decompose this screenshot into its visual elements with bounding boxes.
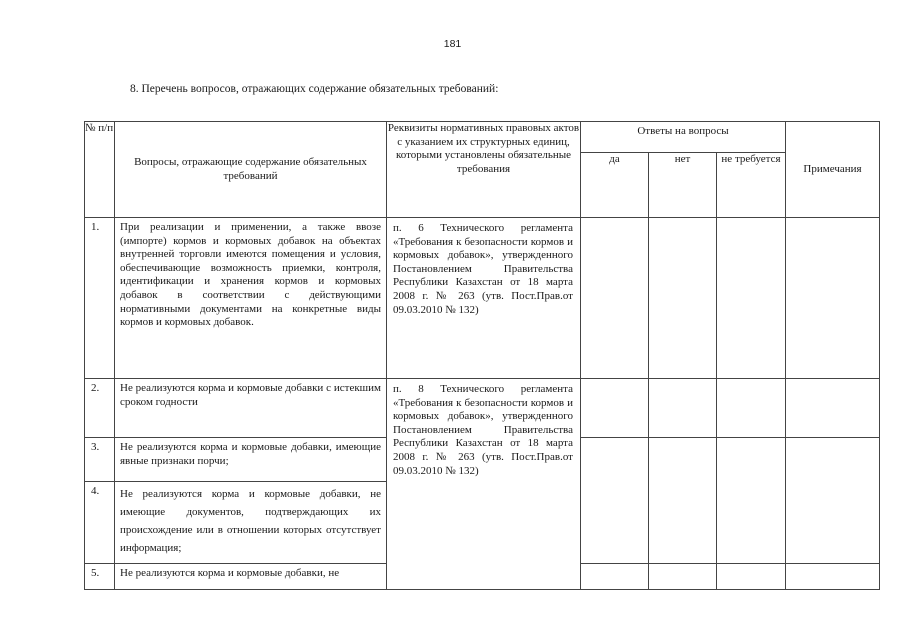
header-number: № п/п <box>85 122 115 218</box>
header-requisites: Реквизиты нормативных правовых актов с указанием их структурных единиц, которыми установлены обязательные требования <box>387 122 581 218</box>
section-heading: 8. Перечень вопросов, отражающих содержание обязательных требований: <box>130 83 499 95</box>
row-question: Не реализуются корма и кормовые добавки, не имеющие документов, подтверждающих их происхождение или в отношении которых отсутствует информация; <box>115 482 387 564</box>
answer-not-required-cell[interactable] <box>717 379 786 438</box>
row-question: Не реализуются корма и кормовые добавки с истекшим сроком годности <box>115 379 387 438</box>
answer-not-required-cell[interactable] <box>717 564 786 590</box>
page-number: 181 <box>443 38 462 50</box>
answer-no-cell[interactable] <box>649 564 717 590</box>
header-not-required: не требуется <box>717 153 786 218</box>
table-row <box>85 379 880 438</box>
row-number: 4. <box>85 482 115 564</box>
row-requisites: п. 6 Технического регламента «Требования к безопасности кормов и кормовых добавок», утвержденного Постановлением Правительства Республики Казахстан от 18 марта 2008 г. № 263 (утв. Пост.Прав.от 09.03.2010 № 132) <box>387 218 581 379</box>
answer-not-required-cell[interactable] <box>717 218 786 379</box>
header-answers: Ответы на вопросы <box>581 122 786 153</box>
row-number: 3. <box>85 438 115 482</box>
row-number: 1. <box>85 218 115 379</box>
notes-cell[interactable] <box>786 218 880 379</box>
notes-cell[interactable] <box>786 564 880 590</box>
answer-yes-cell[interactable] <box>581 564 649 590</box>
row-number: 5. <box>85 564 115 590</box>
answer-yes-cell[interactable] <box>581 438 649 564</box>
notes-cell[interactable] <box>786 379 880 438</box>
table-row <box>85 218 880 379</box>
header-yes: да <box>581 153 649 218</box>
header-no: нет <box>649 153 717 218</box>
answer-yes-cell[interactable] <box>581 218 649 379</box>
row-number: 2. <box>85 379 115 438</box>
row-requisites: п. 8 Технического регламента «Требования к безопасности кормов и кормовых добавок», утвержденного Постановлением Правительства Республики Казахстан от 18 марта 2008 г. № 263 (утв. Пост.Прав.от 09.03.2010 № 132) <box>387 379 581 590</box>
header-question: Вопросы, отражающие содержание обязательных требований <box>115 122 387 218</box>
table-header-row <box>85 122 880 153</box>
header-notes: Примечания <box>786 122 880 218</box>
answer-yes-cell[interactable] <box>581 379 649 438</box>
row-question: При реализации и применении, а также ввозе (импорте) кормов и кормовых добавок на объектах внутренней торговли имеются помещения и условия, обеспечивающие возможность приемки, контроля, идентификации и хранения кормов и кормовых добавок в соответствии с действующими нормативными документами на конкретные виды кормов и кормовых добавок. <box>115 218 387 379</box>
row-question: Не реализуются корма и кормовые добавки, имеющие явные признаки порчи; <box>115 438 387 482</box>
requirements-table <box>84 121 880 590</box>
row-question: Не реализуются корма и кормовые добавки, не <box>115 564 387 590</box>
answer-no-cell[interactable] <box>649 438 717 564</box>
answer-no-cell[interactable] <box>649 218 717 379</box>
answer-no-cell[interactable] <box>649 379 717 438</box>
notes-cell[interactable] <box>786 438 880 564</box>
answer-not-required-cell[interactable] <box>717 438 786 564</box>
